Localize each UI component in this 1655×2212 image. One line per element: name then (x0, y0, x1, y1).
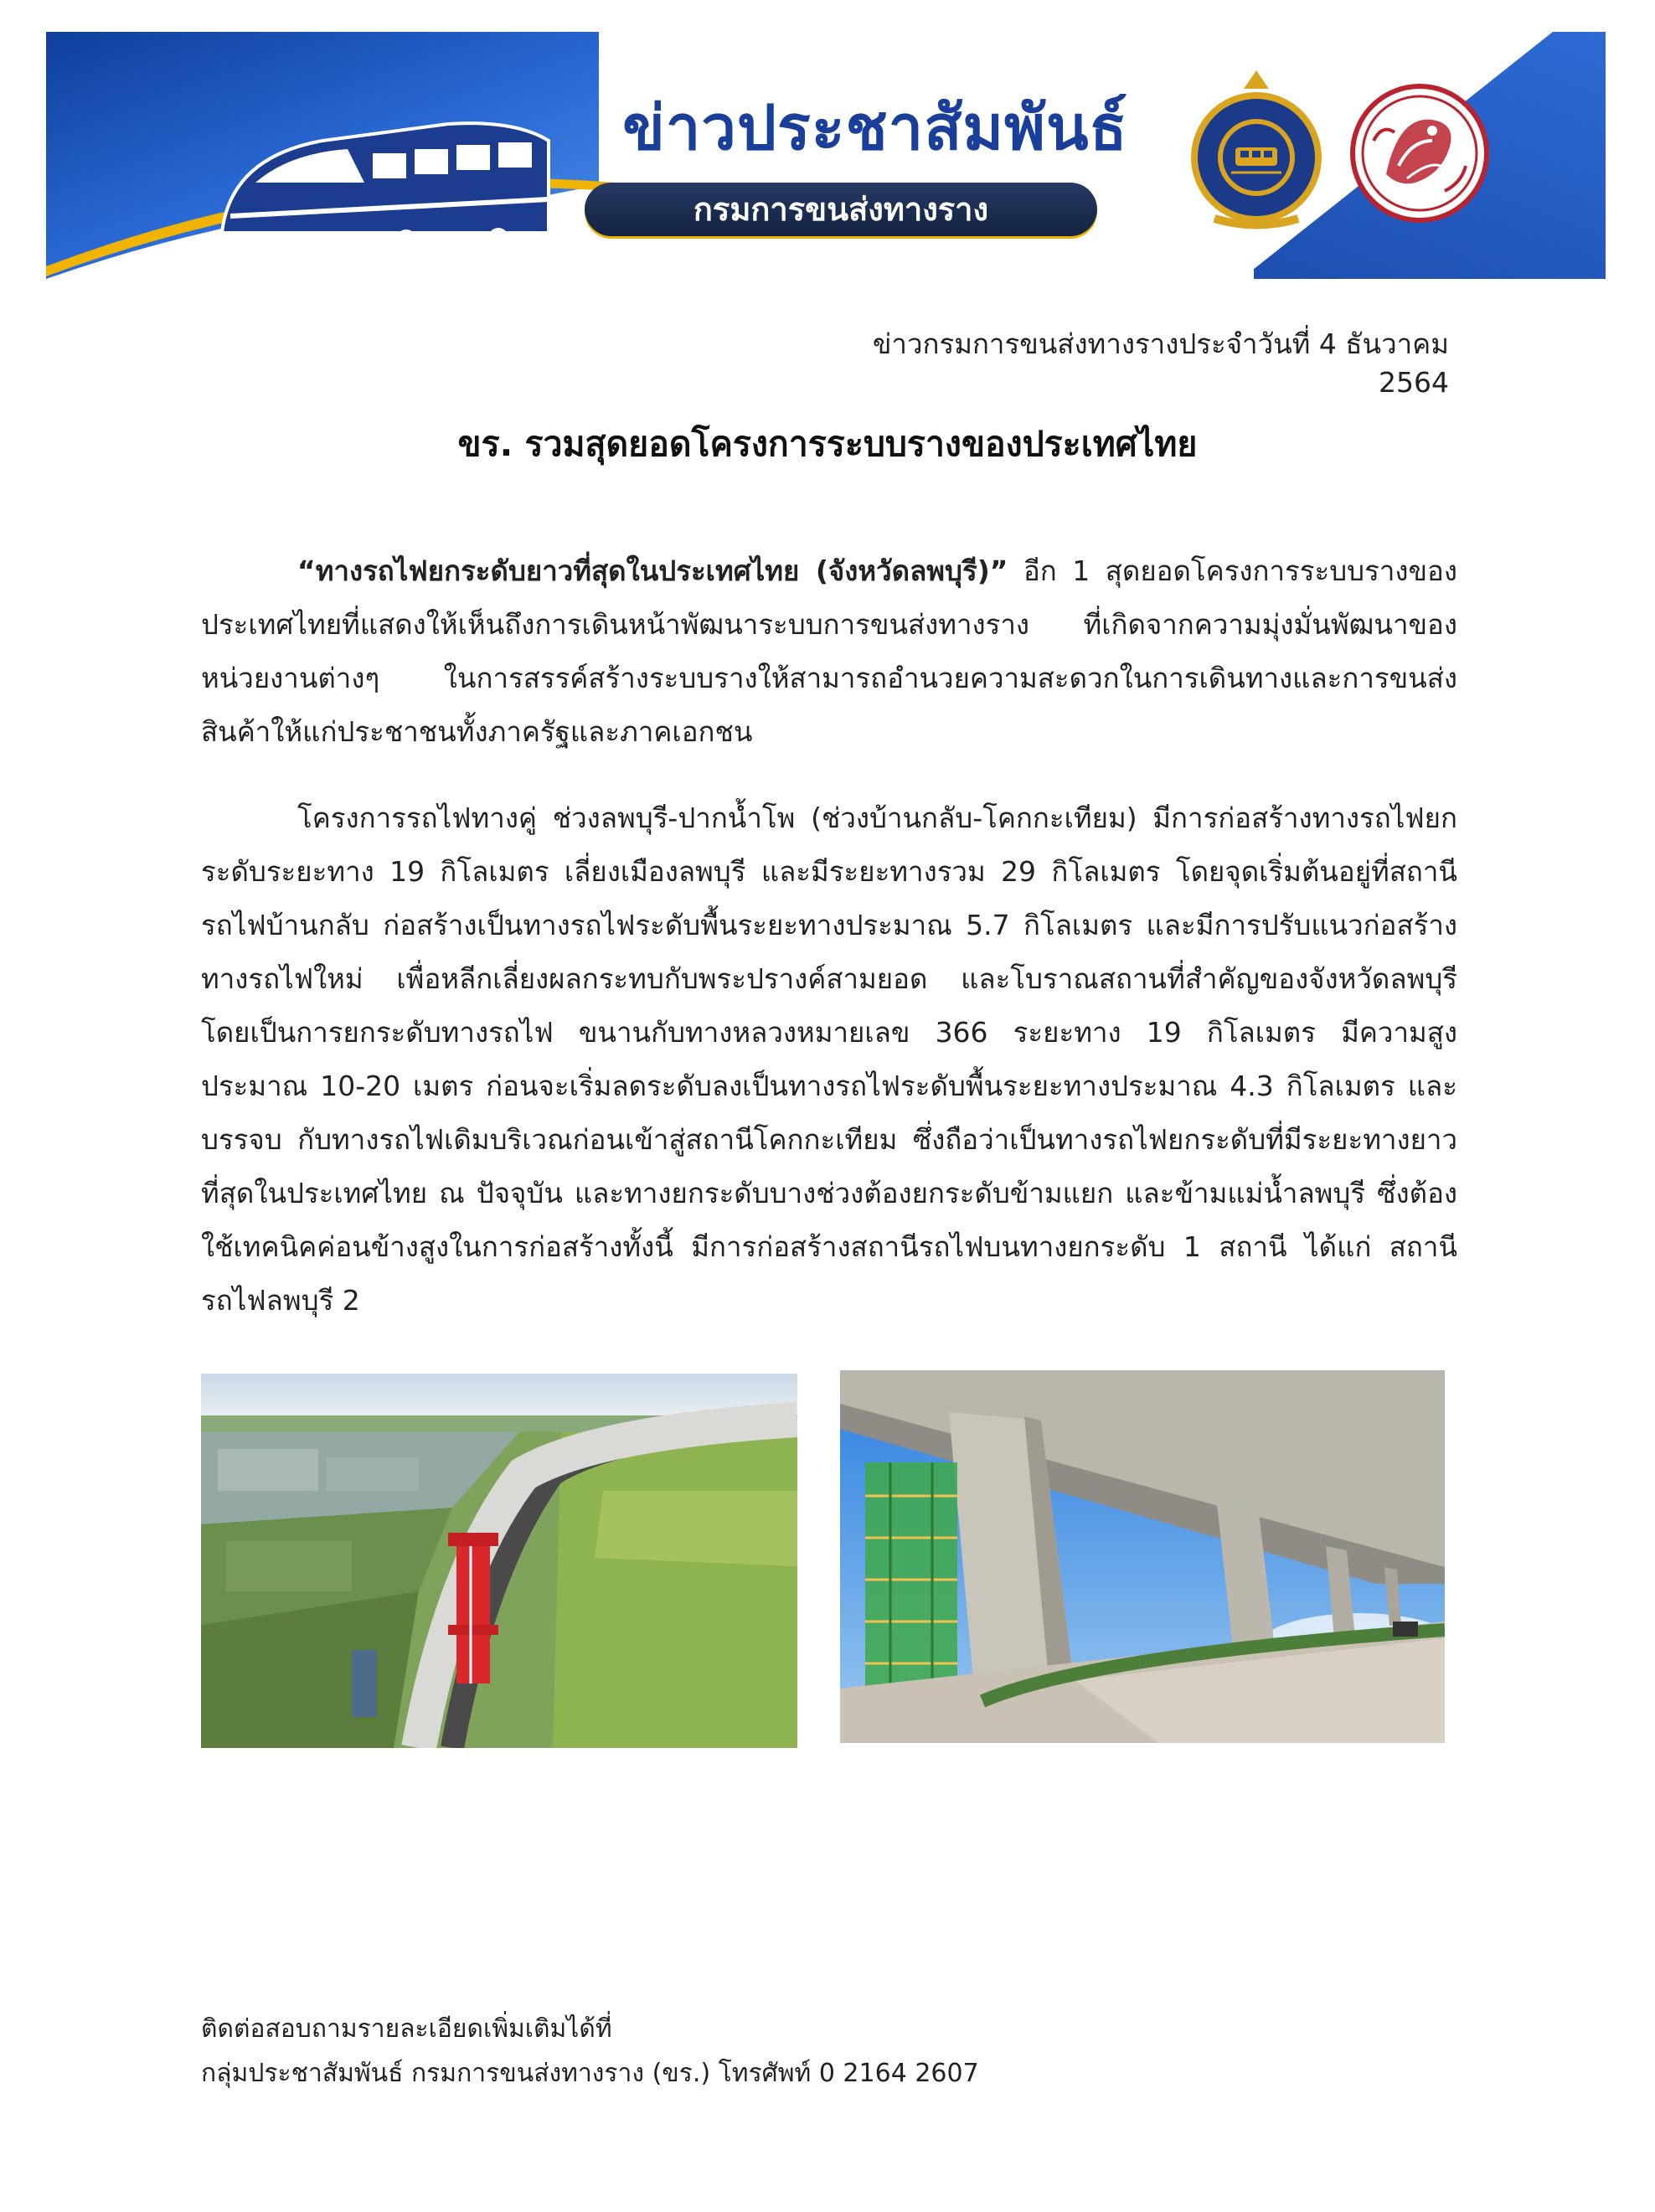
banner-subtitle: กรมการขนส่งทางราง (585, 183, 1097, 236)
train-icon (197, 107, 557, 266)
header-banner (46, 32, 1606, 279)
rail-department-seal-icon (1185, 64, 1328, 231)
paragraph-intro-lead: “ทางรถไฟยกระดับยาวที่สุดในประเทศไทย (จังหวัดลพบุรี)” (297, 554, 1008, 587)
footer-department-phone: กลุ่มประชาสัมพันธ์ กรมการขนส่งทางราง (ขร.) โทรศัพท์ 0 2164 2607 (201, 2059, 979, 2088)
paragraph-project-details: โครงการรถไฟทางคู่ ช่วงลพบุรี-ปากน้ำโพ (ช่วงบ้านกลับ-โคกกะเทียม) มีการก่อสร้างทางรถไฟยกระดับระยะทาง 19 กิโลเมตร เลี่ยงเมืองลพบุรี และมีระยะทางรวม 29 กิโลเมตร โดยจุดเริ่มต้นอยู่ที่สถานีรถไฟบ้านกลับ ก่อสร้างเป็นทางรถไฟระดับพื้นระยะทางประมาณ 5.7 กิโลเมตร และมีการปรับแนวก่อสร้างทางรถไฟใหม่ เพื่อหลีกเลี่ยงผลกระทบกับพระปรางค์สามยอด และโบราณสถานที่สำคัญของจังหวัดลพบุรี โดยเป็นการยกระดับทางรถไฟ ขนานกับทางหลวงหมายเลข 366 ระยะทาง 19 กิโลเมตร มีความสูงประมาณ 10-20 เมตร ก่อนจะเริ่มลดระดับลงเป็นทางรถไฟระดับพื้นระยะทางประมาณ 4.3 กิโลเมตร และบรรจบ กับทางรถไฟเดิมบริเวณก่อนเข้าสู่สถานีโคกกะเทียม ซึ่งถือว่าเป็นทางรถไฟยกระดับที่มีระยะทางยาวที่สุดในประเทศไทย ณ ปัจจุบัน และทางยกระดับบางช่วงต้องยกระดับข้ามแยก และข้ามแม่น้ำลพบุรี ซึ่งต้องใช้เทคนิคค่อนข้างสูงในการก่อสร้างทั้งนี้ มีการก่อสร้างสถานีรถไฟบนทางยกระดับ 1 สถานี ได้แก่ สถานีรถไฟลพบุรี 2 (201, 802, 1457, 1317)
paragraph-intro (201, 544, 1457, 759)
aerial-construction-photo (201, 1374, 797, 1748)
contact-footer (201, 2007, 1206, 2096)
page-title: ขร. รวมสุดยอดโครงการระบบรางของประเทศไทย (457, 424, 1198, 464)
elevated-track-photo (840, 1370, 1445, 1743)
footer-contact-line: ติดต่อสอบถามรายละเอียดเพิ่มเติมได้ที่ (201, 2014, 612, 2044)
banner-title: ข่าวประชาสัมพันธ์ (622, 92, 1128, 164)
ministry-seal-icon (1348, 82, 1491, 224)
paragraph-intro-text: อีก 1 สุดยอดโครงการระบบรางของประเทศไทยที่แสดงให้เห็นถึงการเดินหน้าพัฒนาระบบการขนส่งทางราง ที่เกิดจากความมุ่งมั่นพัฒนาของหน่วยงานต่างๆ ในการสรรค์สร้างระบบรางให้สามารถอำนวยความสะดวกในการเดินทางและการขนส่งสินค้าให้แก่ประชาชนทั้งภาครัฐและภาคเอกชน (201, 554, 1457, 748)
news-date-line: ข่าวกรมการขนส่งทางรางประจำวันที่ 4 ธันวาคม 2564 (872, 327, 1449, 399)
